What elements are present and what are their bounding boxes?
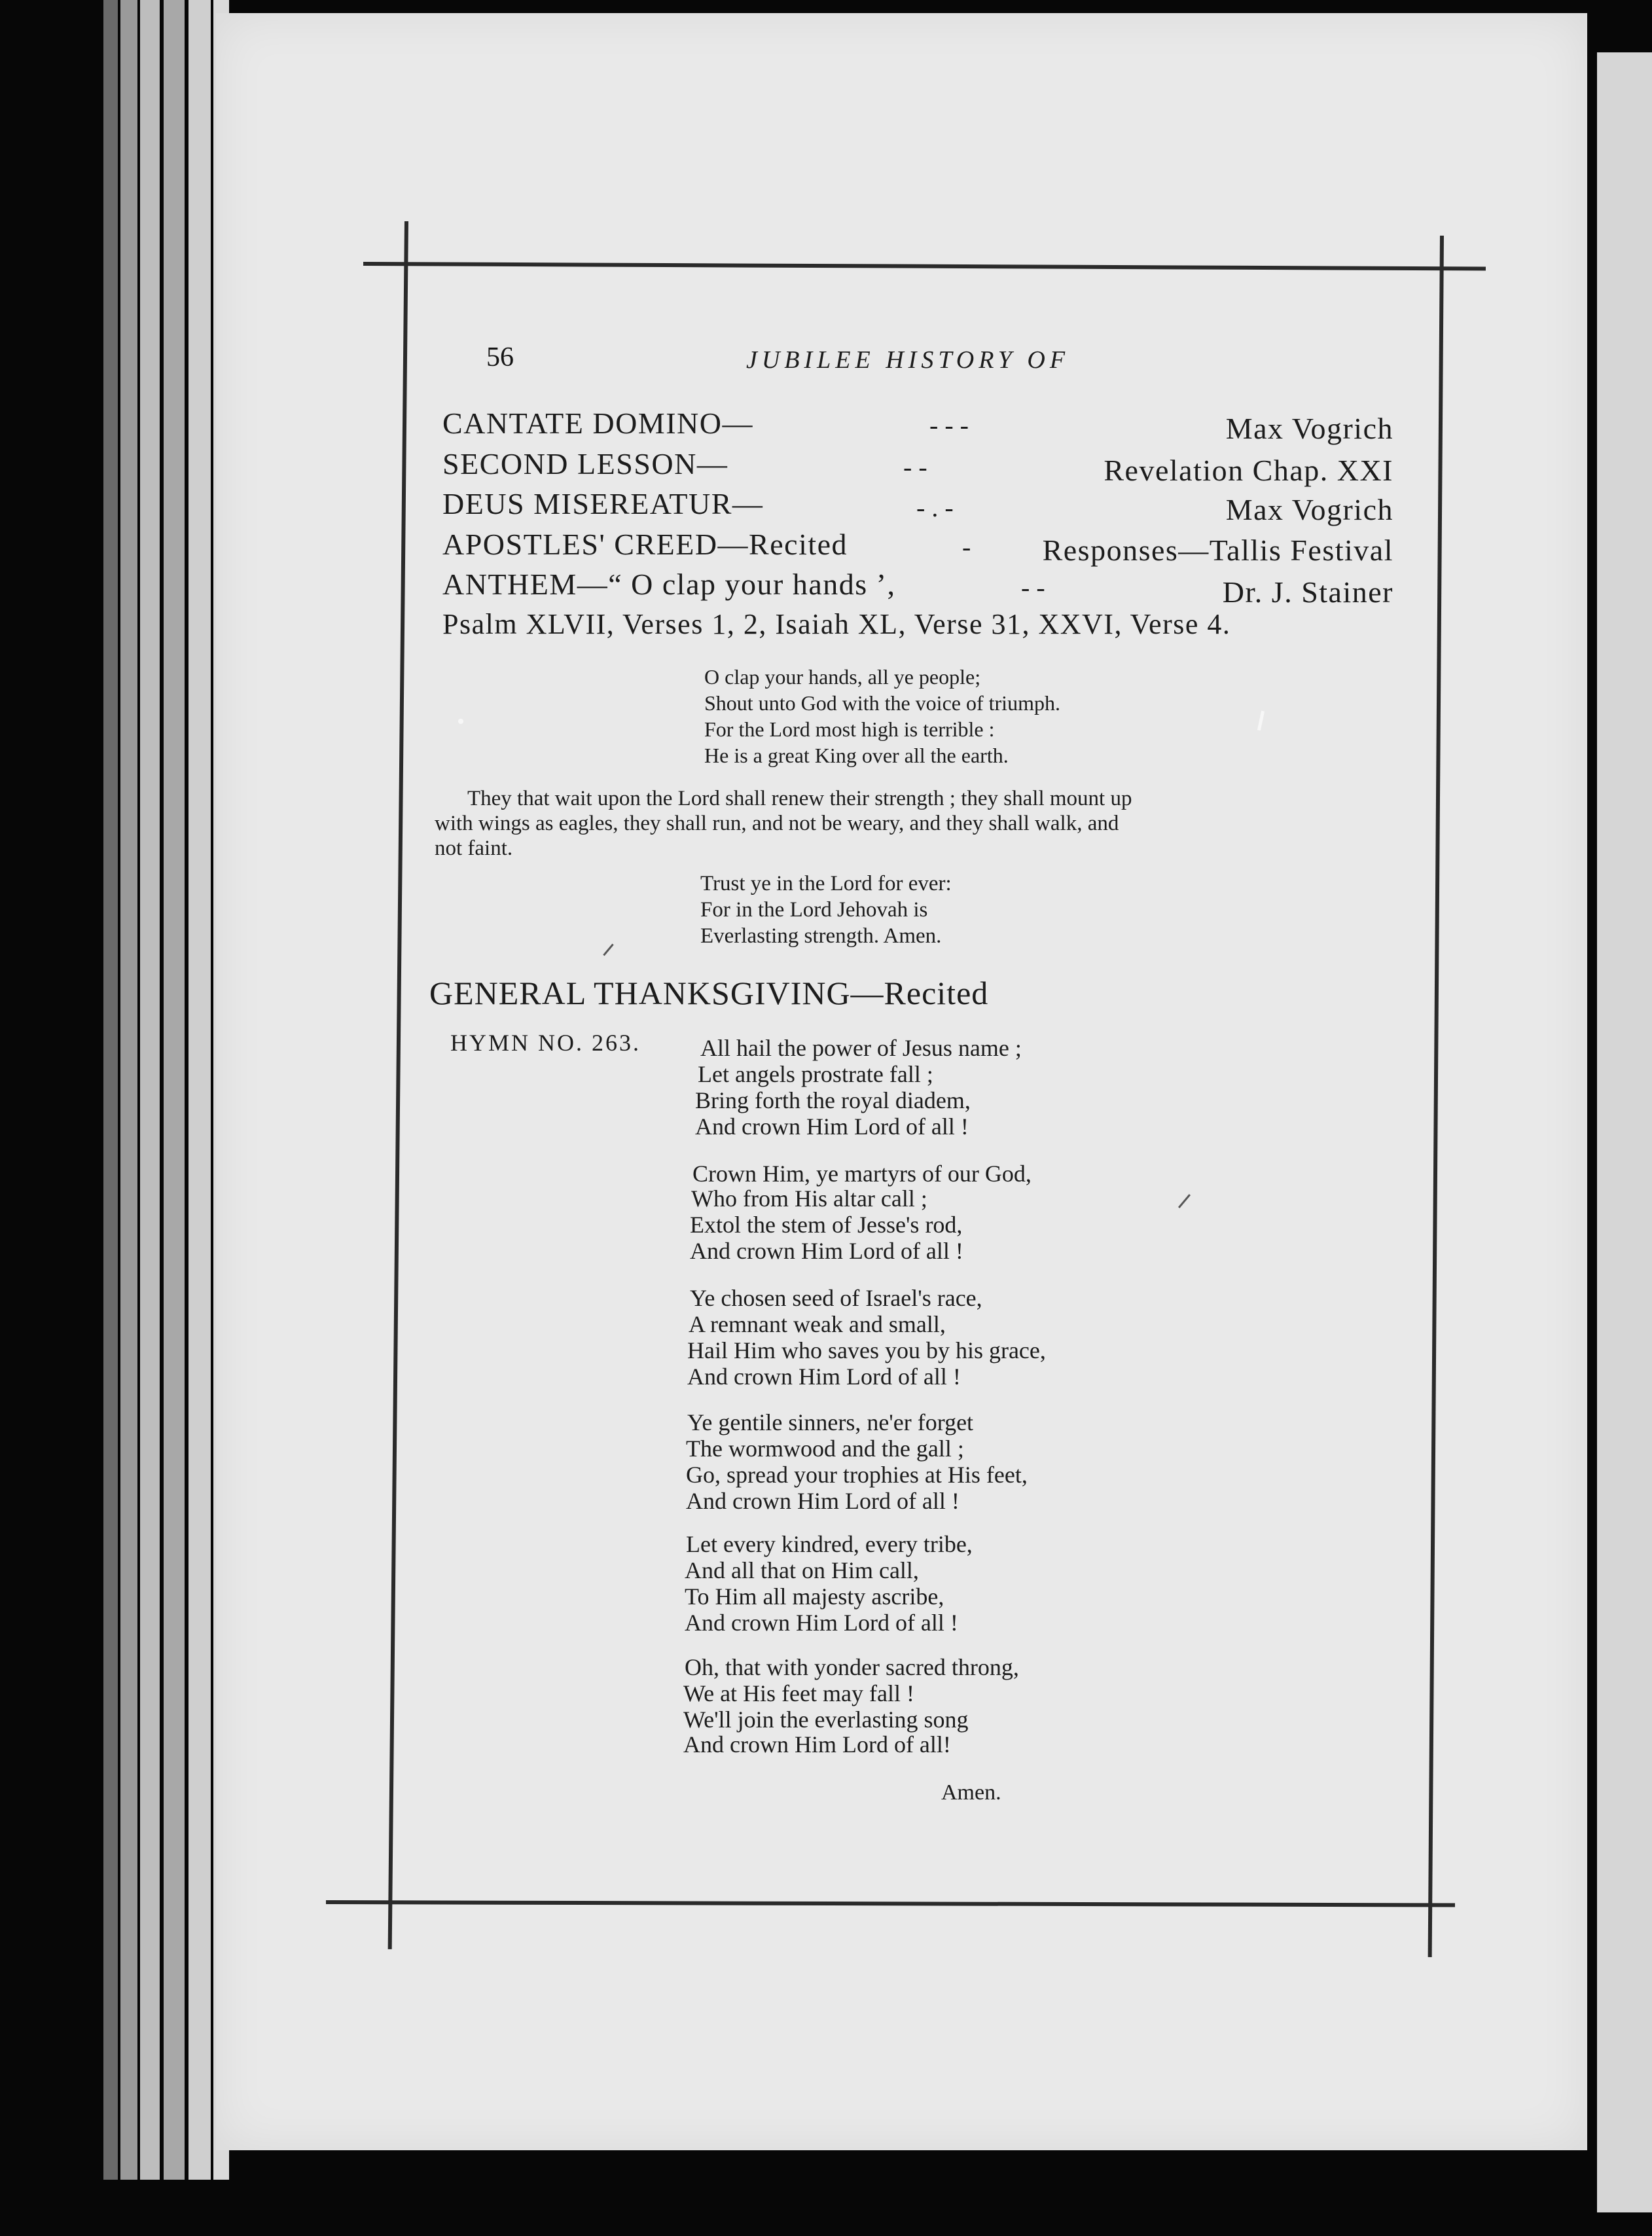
service-item-5: ANTHEM—“ O clap your hands ’, [442, 568, 896, 601]
hymn-line: The wormwood and the gall ; [686, 1435, 964, 1462]
hymn-line: And crown Him Lord of all! [683, 1731, 951, 1758]
hymn-line: Let angels prostrate fall ; [698, 1061, 933, 1087]
hymn-line: And crown Him Lord of all ! [687, 1363, 961, 1390]
hymn-line: Go, spread your trophies at His feet, [686, 1462, 1028, 1488]
anthem-scripture-reference: Psalm XLVII, Verses 1, 2, Isaiah XL, Verse 31, XXVI, Verse 4. [442, 608, 1231, 640]
scan-speck [458, 719, 463, 724]
hymn-line: Who from His altar call ; [691, 1185, 927, 1212]
service-item-1-dashes: - - - [929, 410, 969, 440]
hymn-line: Ye chosen seed of Israel's race, [690, 1285, 982, 1311]
hymn-line: A remnant weak and small, [689, 1311, 946, 1337]
scan-speck [1257, 711, 1265, 730]
anthem-verse1-line: For the Lord most high is terrible : [704, 717, 995, 741]
running-title: JUBILEE HISTORY OF [746, 346, 1070, 374]
service-item-1: CANTATE DOMINO— [442, 406, 753, 440]
anthem-verse1-line: He is a great King over all the earth. [704, 744, 1009, 767]
hymn-line: And crown Him Lord of all ! [686, 1488, 960, 1514]
hymn-line: Hail Him who saves you by his grace, [687, 1337, 1046, 1363]
hymn-line: And all that on Him call, [685, 1557, 919, 1583]
service-item-3-credit: Max Vogrich [1225, 493, 1393, 526]
hymn-line: Bring forth the royal diadem, [695, 1087, 971, 1113]
service-item-4: APOSTLES' CREED—Recited [442, 528, 848, 561]
anthem-prose-line: with wings as eagles, they shall run, and not be weary, and they shall walk, and [435, 812, 1119, 835]
service-item-3: DEUS MISEREATUR— [442, 487, 764, 520]
hymn-line: And crown Him Lord of all ! [695, 1113, 969, 1140]
anthem-verse1-line: Shout unto God with the voice of triumph. [704, 691, 1060, 715]
anthem-verse2-line: Trust ye in the Lord for ever: [700, 872, 952, 895]
page-number: 56 [486, 342, 514, 372]
anthem-verse2-line: For in the Lord Jehovah is [700, 898, 928, 922]
service-item-4-credit: Responses—Tallis Festival [1042, 533, 1393, 567]
service-item-5-dashes: - - [1021, 573, 1045, 602]
hymn-line: All hail the power of Jesus name ; [700, 1035, 1022, 1061]
hymn-number-label: HYMN NO. 263. [450, 1030, 641, 1056]
hymn-line: To Him all majesty ascribe, [685, 1583, 944, 1610]
hymn-line: Let every kindred, every tribe, [686, 1531, 973, 1557]
hymn-line: And crown Him Lord of all ! [690, 1238, 963, 1264]
hymn-line: Oh, that with yonder sacred throng, [685, 1654, 1019, 1680]
thanksgiving-heading: GENERAL THANKSGIVING—Recited [429, 975, 989, 1011]
service-item-3-dashes: - . - [916, 493, 954, 522]
anthem-prose-line: They that wait upon the Lord shall renew their strength ; they shall mount up [467, 787, 1132, 810]
scan-speck [1178, 1194, 1191, 1208]
anthem-verse2-line: Everlasting strength. Amen. [700, 924, 942, 948]
hymn-line: Ye gentile sinners, ne'er forget [687, 1409, 974, 1435]
service-item-2-credit: Revelation Chap. XXI [1104, 454, 1393, 487]
scan-speck [603, 944, 613, 956]
service-item-1-credit: Max Vogrich [1225, 412, 1393, 445]
service-item-2-dashes: - - [903, 452, 927, 482]
hymn-line: We'll join the everlasting song [683, 1706, 969, 1733]
service-item-2: SECOND LESSON— [442, 447, 728, 480]
hymn-line: Extol the stem of Jesse's rod, [690, 1212, 963, 1238]
hymn-line: We at His feet may fall ! [683, 1680, 914, 1706]
anthem-prose-line: not faint. [435, 837, 513, 860]
hymn-line: And crown Him Lord of all ! [685, 1610, 958, 1636]
hymn-line: Crown Him, ye martyrs of our God, [692, 1161, 1032, 1187]
service-item-5-credit: Dr. J. Stainer [1222, 575, 1393, 609]
hymn-amen: Amen. [941, 1780, 1001, 1805]
service-item-4-dashes: - [962, 532, 971, 562]
anthem-verse1-line: O clap your hands, all ye people; [704, 665, 981, 689]
